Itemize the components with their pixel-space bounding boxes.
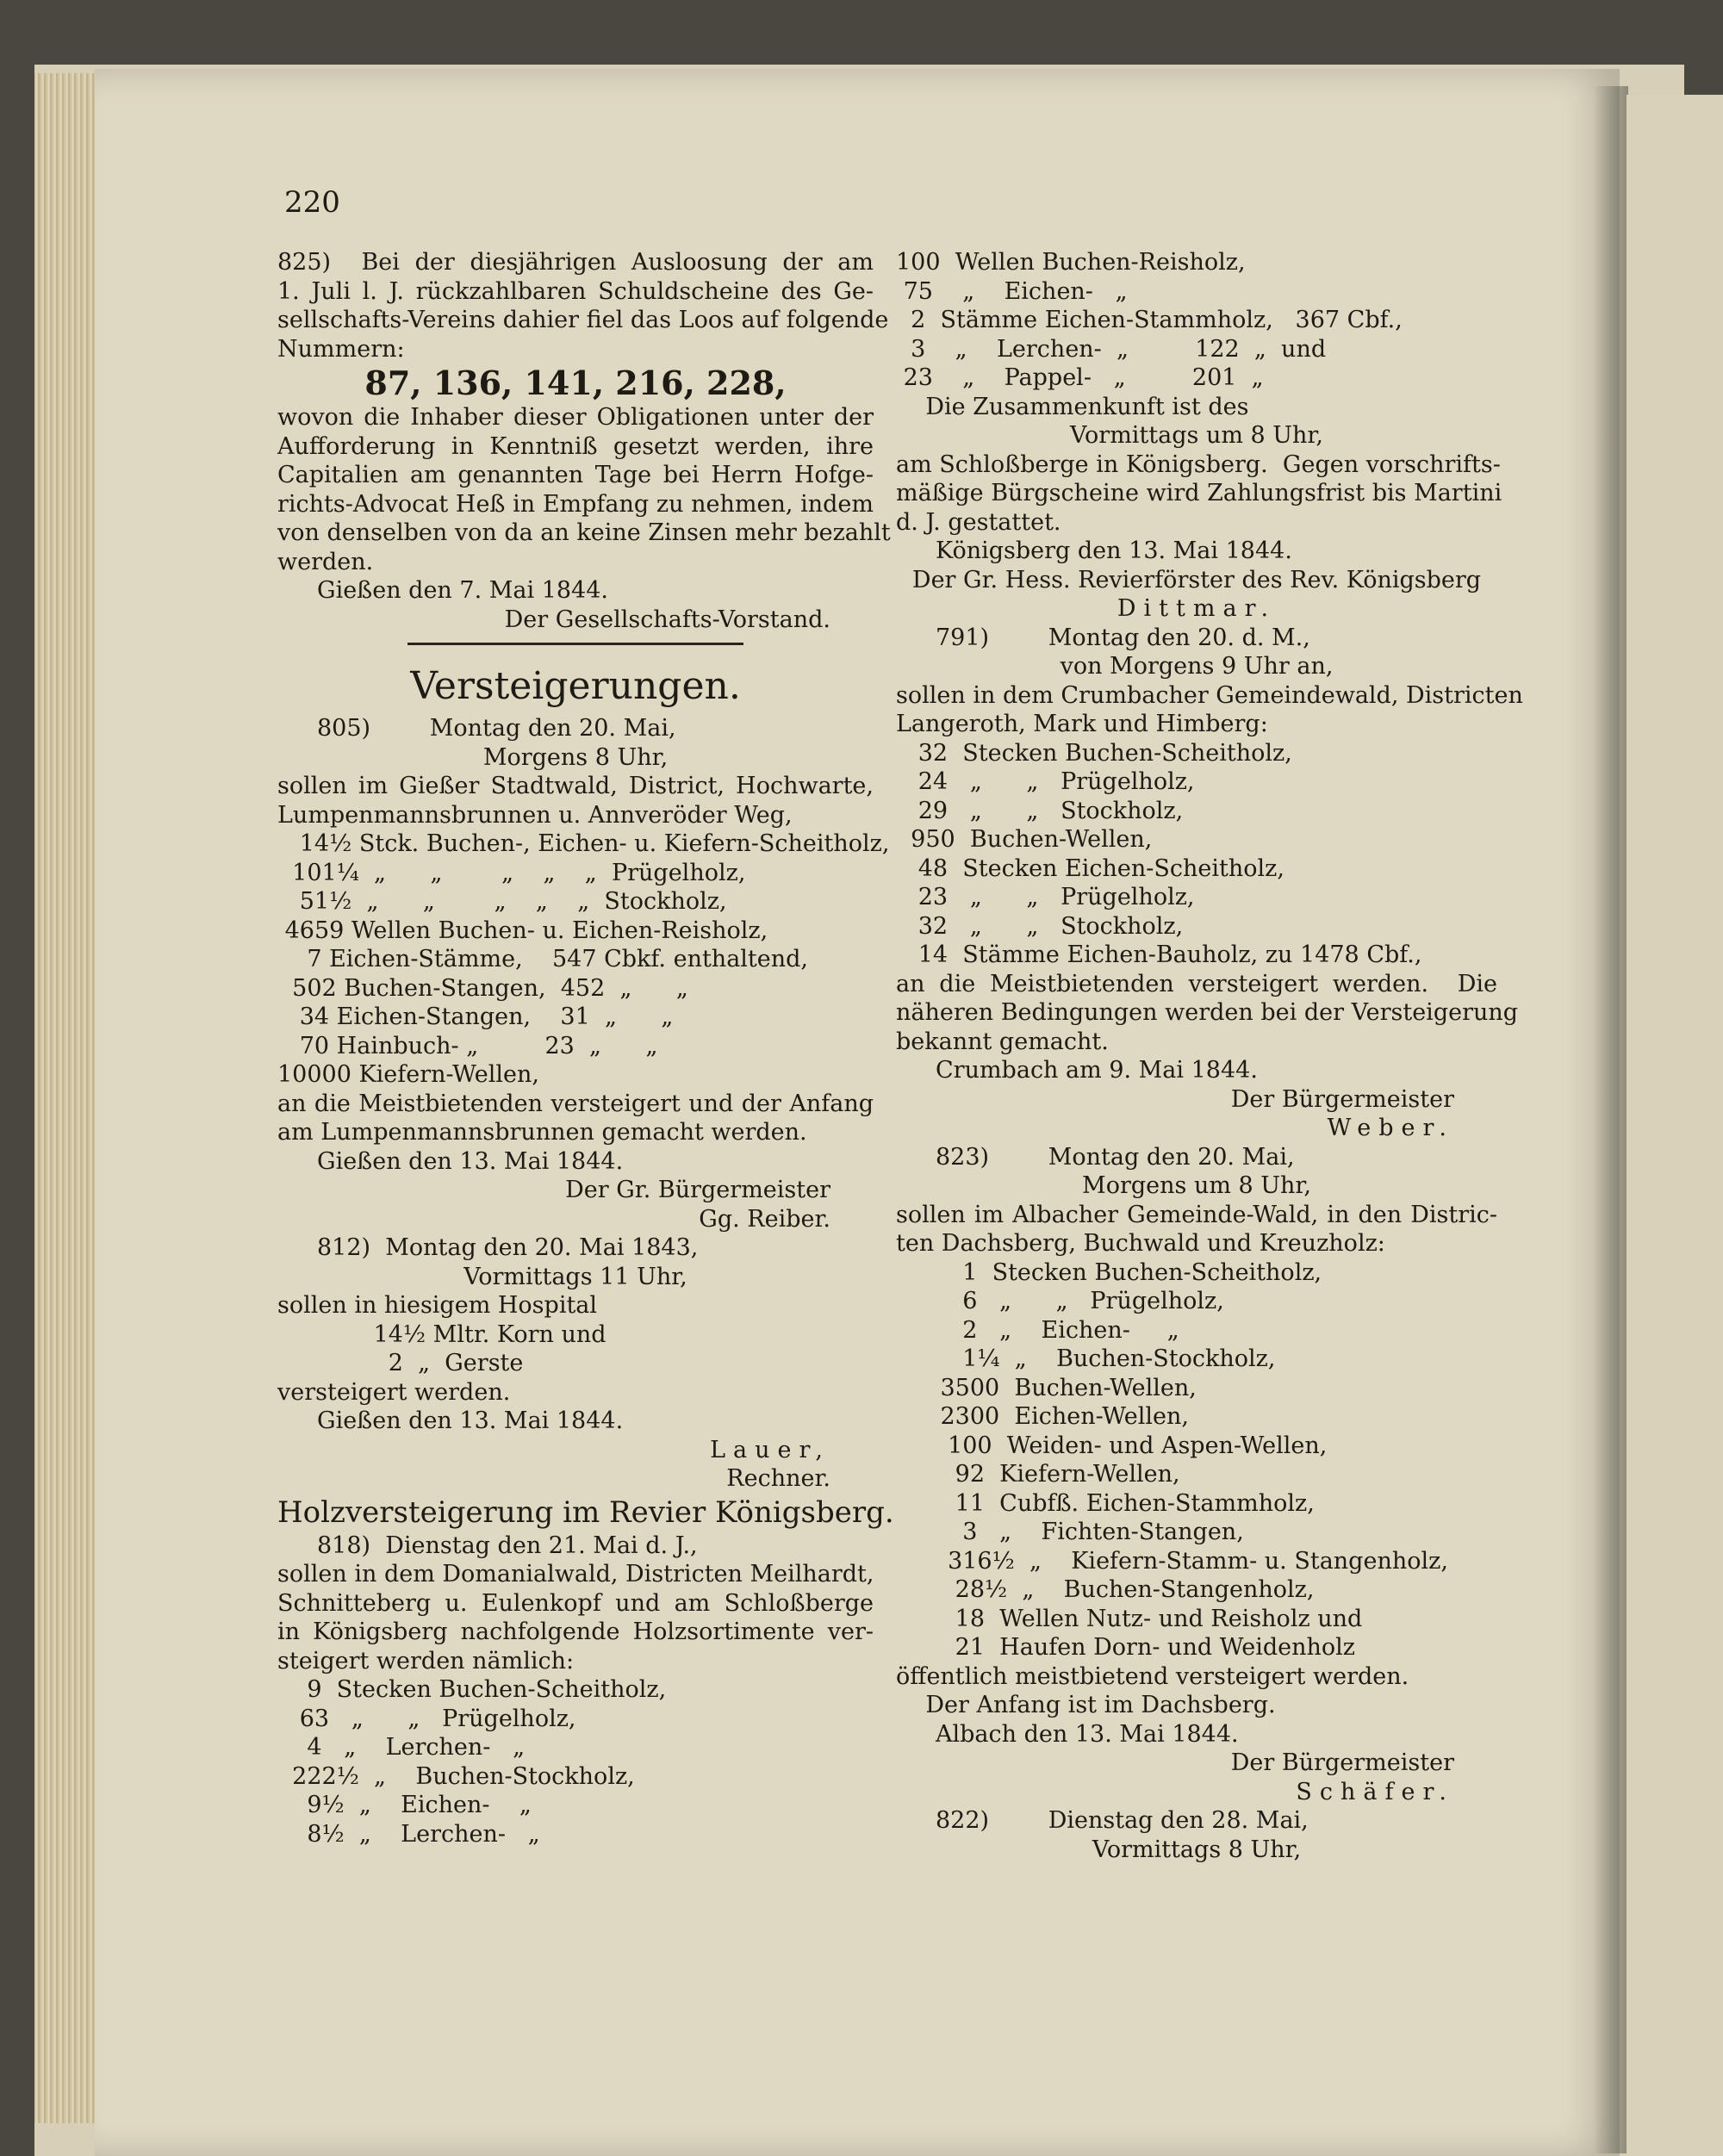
text-line: am Lumpenmannsbrunnen gemacht werden.: [277, 1119, 807, 1146]
text-line: 3500 Buchen-Wellen,: [896, 1374, 1197, 1401]
text-line: 24 „ „ Prügelholz,: [896, 768, 1195, 795]
text-line: d. J. gestattet.: [896, 508, 1061, 536]
text-line: 14½ Stck. Buchen-, Eichen- u. Kiefern-Scheitholz,: [277, 830, 890, 857]
text-line: Morgens um 8 Uhr,: [1082, 1172, 1311, 1199]
text-line: sollen in hiesigem Hospital: [277, 1292, 598, 1319]
text-line: Gg. Reiber.: [699, 1205, 830, 1233]
text-line: 2 „ Gerste: [277, 1350, 524, 1376]
text-line: 10000 Kiefern-Wellen,: [277, 1061, 539, 1088]
text-line: versteigert werden.: [277, 1378, 511, 1406]
text-line: Dittmar.: [1117, 595, 1277, 622]
section-rule: [407, 643, 743, 645]
text-line: von Morgens 9 Uhr an,: [1060, 653, 1334, 680]
text-line: 8½ „ Lerchen- „: [277, 1820, 540, 1848]
text-line: von denselben von da an keine Zinsen mehr bezahlt: [277, 519, 891, 546]
text-line: 101¼ „ „ „ „ „ Prügelholz,: [277, 859, 746, 886]
left-column: [277, 248, 894, 1848]
text-line: 23 „ „ Prügelholz,: [896, 884, 1195, 910]
text-line: in Königsberg nachfolgende Holzsortimente ver-: [277, 1619, 874, 1645]
text-line: 4659 Wellen Buchen- u. Eichen-Reisholz,: [277, 916, 768, 944]
text-line: Der Bürgermeister: [1230, 1749, 1454, 1776]
text-line: sollen im Gießer Stadtwald, District, Hochwarte,: [277, 773, 874, 799]
text-line: 4 „ Lerchen- „: [277, 1734, 526, 1761]
text-line: Vormittags um 8 Uhr,: [1070, 422, 1323, 449]
text-line: näheren Bedingungen werden bei der Versteigerung: [896, 999, 1519, 1026]
text-line: sollen im Albacher Gemeinde-Wald, in den Distric-: [896, 1201, 1497, 1228]
text-line: 63 „ „ Prügelholz,: [277, 1705, 576, 1732]
text-line: 70 Hainbuch- „ 23 „ „: [277, 1032, 658, 1059]
text-line: 950 Buchen-Wellen,: [896, 826, 1153, 853]
text-line: 791) Montag den 20. d. M.,: [936, 624, 1310, 651]
text-line: Rechner.: [726, 1465, 830, 1492]
right-column: [896, 248, 1523, 1864]
text-line: 805) Montag den 20. Mai,: [317, 715, 676, 742]
text-line: bekannt gemacht.: [896, 1028, 1109, 1055]
text-line: Gießen den 13. Mai 1844.: [317, 1147, 624, 1175]
text-line: 1 Stecken Buchen-Scheitholz,: [896, 1258, 1322, 1286]
text-line: richts-Advocat Heß in Empfang zu nehmen, indem: [277, 490, 874, 518]
text-line: 14½ Mltr. Korn und: [277, 1320, 606, 1348]
text-line: 28½ „ Buchen-Stangenholz,: [896, 1576, 1315, 1603]
text-line: 51½ „ „ „ „ „ Stockholz,: [277, 888, 727, 915]
text-line: 9 Stecken Buchen-Scheitholz,: [277, 1676, 667, 1703]
text-line: Der Gr. Bürgermeister: [565, 1177, 830, 1203]
text-line: 825) Bei der diesjährigen Ausloosung der am: [277, 249, 874, 276]
text-line: Albach den 13. Mai 1844.: [936, 1720, 1239, 1748]
text-line: Gießen den 7. Mai 1844.: [317, 577, 609, 604]
page-gutter: [1594, 86, 1628, 2153]
text-line: sollen in dem Domanialwald, Districten Meilhardt,: [277, 1561, 874, 1587]
text-line: werden.: [277, 548, 374, 575]
text-line: 92 Kiefern-Wellen,: [896, 1461, 1180, 1488]
text-line: 316½ „ Kiefern-Stamm- u. Stangenholz,: [896, 1547, 1448, 1575]
text-line: 2 „ Eichen- „: [896, 1316, 1179, 1344]
text-line: Weber.: [1327, 1115, 1454, 1141]
text-line: an die Meistbietenden versteigert und der Anfang: [277, 1090, 874, 1117]
text-line: 1¼ „ Buchen-Stockholz,: [896, 1345, 1276, 1372]
text-line: 48 Stecken Eichen-Scheitholz,: [896, 854, 1284, 882]
text-line: 822) Dienstag den 28. Mai,: [936, 1807, 1309, 1834]
text-line: Lauer,: [710, 1436, 830, 1463]
text-line: Crumbach am 9. Mai 1844.: [936, 1057, 1258, 1084]
text-line: ten Dachsberg, Buchwald und Kreuzholz:: [896, 1230, 1385, 1257]
text-line: 18 Wellen Nutz- und Reisholz und: [896, 1605, 1363, 1632]
text-line: 34 Eichen-Stangen, 31 „ „: [277, 1003, 674, 1030]
text-line: 812) Montag den 20. Mai 1843,: [317, 1234, 699, 1261]
text-line: öffentlich meistbietend versteigert werden.: [896, 1662, 1409, 1690]
text-line: Capitalien am genannten Tage bei Herrn Hofge-: [277, 462, 874, 488]
page-edges: [34, 73, 103, 2123]
text-line: 9½ „ Eichen- „: [277, 1792, 532, 1818]
text-line: 100 Wellen Buchen-Reisholz,: [896, 249, 1246, 276]
text-line: Der Gesellschafts-Vorstand.: [504, 606, 830, 633]
text-line: Nummern:: [277, 335, 405, 363]
text-line: 32 Stecken Buchen-Scheitholz,: [896, 739, 1292, 767]
text-line: 1. Juli l. J. rückzahlbaren Schuldscheine des Ge-: [277, 277, 874, 305]
text-line: Lumpenmannsbrunnen u. Annveröder Weg,: [277, 801, 793, 829]
text-line: Vormittags 11 Uhr,: [463, 1263, 687, 1290]
text-line: Die Zusammenkunft ist des: [896, 393, 1249, 420]
text-line: sollen in dem Crumbacher Gemeindewald, Districten: [896, 681, 1523, 709]
text-line: Der Bürgermeister: [1230, 1085, 1454, 1113]
text-line: 7 Eichen-Stämme, 547 Cbkf. enthaltend,: [277, 946, 809, 972]
page-number: 220: [284, 185, 340, 220]
text-line: 6 „ „ Prügelholz,: [896, 1288, 1224, 1314]
text-line: Königsberg den 13. Mai 1844.: [936, 537, 1292, 564]
text-line: Der Anfang ist im Dachsberg.: [896, 1692, 1276, 1718]
text-line: Gießen den 13. Mai 1844.: [317, 1407, 624, 1434]
text-line: 502 Buchen-Stangen, 452 „ „: [277, 974, 688, 1002]
text-line: 2300 Eichen-Wellen,: [896, 1403, 1189, 1430]
text-line: Schäfer.: [1296, 1778, 1454, 1805]
text-line: 11 Cubfß. Eichen-Stammholz,: [896, 1489, 1315, 1517]
text-line: an die Meistbietenden versteigert werden. Die: [896, 970, 1497, 997]
text-line: 100 Weiden- und Aspen-Wellen,: [896, 1432, 1328, 1459]
text-line: mäßige Bürgscheine wird Zahlungsfrist bis Martini: [896, 480, 1502, 506]
text-line: am Schloßberge in Königsberg. Gegen vorschrifts-: [896, 450, 1501, 478]
text-line: 29 „ „ Stockholz,: [896, 797, 1184, 824]
text-line: Versteigerungen.: [410, 664, 741, 708]
text-line: 21 Haufen Dorn- und Weidenholz: [896, 1634, 1356, 1661]
text-line: Holzversteigerung im Revier Königsberg.: [277, 1494, 894, 1530]
text-line: 14 Stämme Eichen-Bauholz, zu 1478 Cbf.,: [896, 941, 1422, 968]
text-line: Vormittags 8 Uhr,: [1092, 1836, 1302, 1863]
text-line: 32 „ „ Stockholz,: [896, 912, 1184, 940]
text-line: sellschafts-Vereins dahier fiel das Loos auf folgende: [277, 307, 889, 333]
text-line: Langeroth, Mark und Himberg:: [896, 711, 1268, 737]
text-line: 2 Stämme Eichen-Stammholz, 367 Cbf.,: [896, 307, 1403, 333]
text-line: Der Gr. Hess. Revierförster des Rev. Königsberg: [911, 566, 1482, 593]
text-line: steigert werden nämlich:: [277, 1647, 575, 1674]
text-line: 75 „ Eichen- „: [896, 277, 1128, 305]
text-line: wovon die Inhaber dieser Obligationen unter der: [277, 404, 874, 431]
text-line: 87, 136, 141, 216, 228,: [364, 363, 787, 402]
text-line: 3 „ Fichten-Stangen,: [896, 1519, 1244, 1545]
text-line: Schnitteberg u. Eulenkopf und am Schloßberge: [277, 1589, 874, 1617]
text-line: Morgens 8 Uhr,: [482, 743, 669, 771]
text-line: 818) Dienstag den 21. Mai d. J.,: [317, 1532, 698, 1559]
text-line: 23 „ Pappel- „ 201 „: [896, 364, 1264, 391]
text-line: Aufforderung in Kenntniß gesetzt werden, ihre: [277, 432, 874, 460]
facing-page-edge: [1627, 95, 1723, 2156]
text-line: 3 „ Lerchen- „ 122 „ und: [896, 335, 1327, 363]
text-line: 823) Montag den 20. Mai,: [936, 1143, 1295, 1171]
text-line: 222½ „ Buchen-Stockholz,: [277, 1762, 635, 1790]
